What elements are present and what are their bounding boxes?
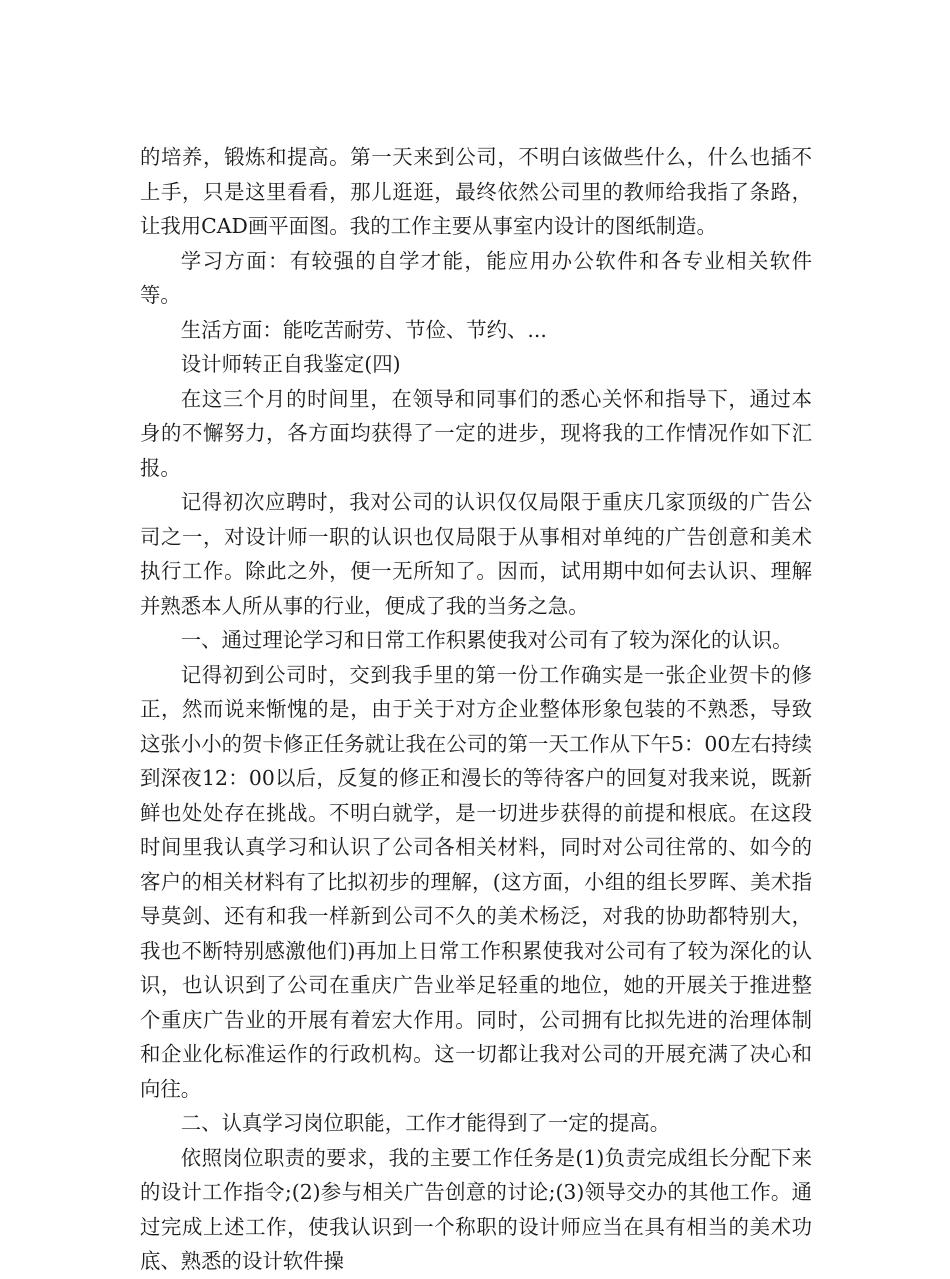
paragraph-8: 记得初到公司时，交到我手里的第一份工作确实是一张企业贺卡的修正，然而说来惭愧的是，由于关于对方企业整体形象包装的不熟悉，导致这张小小的贺卡修正任务就让我在公司的第一天工作从下午5：00左右持续到深夜12：00以后，反复的修正和漫长的等待客户的回复对我来说，既新鲜也处处存在挑战。不明白就学，是一切进步获得的前提和根底。在这段时间里我认真学习和认识了公司各相关材料，同时对公司往常的、如今的客户的相关材料有了比拟初步的理解，(这方面，小组的组长罗晖、美术指导莫剑、还有和我一样新到公司不久的美术杨泛，对我的协助都特别大，我也不断特别感激他们)再加上日常工作积累使我对公司有了较为深化的认识，也认识到了公司在重庆广告业举足轻重的地位，她的开展关于推进整个重庆广告业的开展有着宏大作用。同时，公司拥有比拟先进的治理体制和企业化标准运作的行政机构。这一切都让我对公司的开展充满了决心和向往。 (140, 662, 812, 1101)
paragraph-6: 记得初次应聘时，我对公司的认识仅仅局限于重庆几家顶级的广告公司之一，对设计师一职的认识也仅局限于从事相对单纯的广告创意和美术执行工作。除此之外，便一无所知了。因而，试用期中如何去认识、理解并熟悉本人所从事的行业，便成了我的当务之急。 (140, 490, 812, 618)
paragraph-10: 依照岗位职责的要求，我的主要工作任务是(1)负责完成组长分配下来的设计工作指令;(2)参与相关广告创意的讨论;(3)领导交办的其他工作。通过完成上述工作，使我认识到一个称职的设计师应当在具有相当的美术功底、熟悉的设计软件操 (140, 1145, 812, 1273)
subheading-2: 二、认真学习岗位职能，工作才能得到了一定的提高。 (180, 1111, 671, 1135)
paragraph-5: 在这三个月的时间里，在领导和同事们的悉心关怀和指导下，通过本身的不懈努力，各方面均获得了一定的进步，现将我的工作情况作如下汇报。 (140, 386, 812, 480)
document-body (140, 140, 812, 1279)
paragraph-2: 学习方面：有较强的自学才能，能应用办公软件和各专业相关软件等。 (140, 248, 812, 307)
paragraph-1: 的培养，锻炼和提高。第一天来到公司，不明白该做些什么，什么也插不上手，只是这里看看，那儿逛逛，最终依然公司里的教师给我指了条路，让我用CAD画平面图。我的工作主要从事室内设计的图纸制造。 (140, 145, 812, 238)
section-heading: 设计师转正自我鉴定(四) (180, 352, 401, 376)
paragraph-3: 生活方面：能吃苦耐劳、节俭、节约、... (180, 317, 547, 342)
subheading-1: 一、通过理论学习和日常工作积累使我对公司有了较为深化的认识。 (180, 628, 793, 652)
